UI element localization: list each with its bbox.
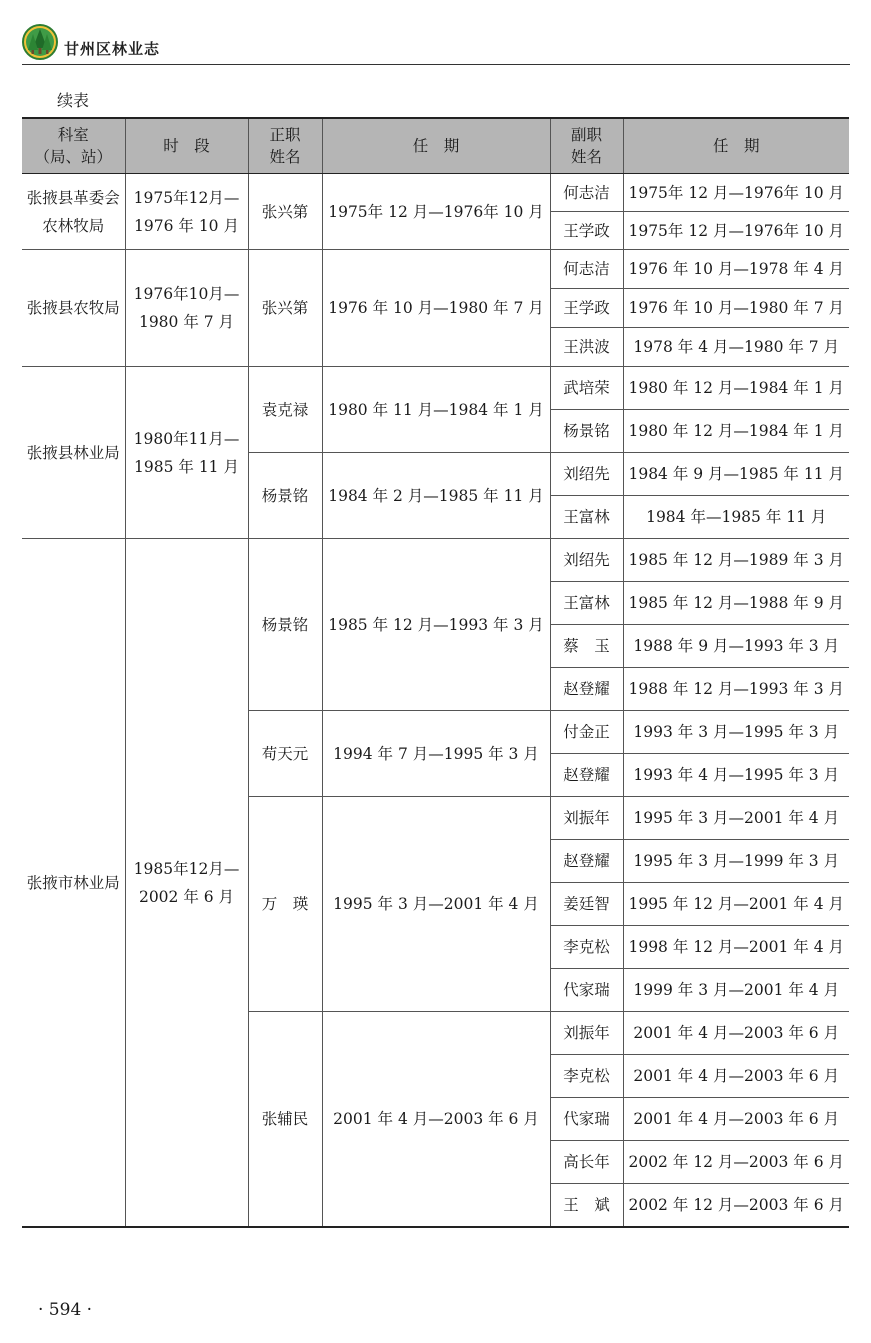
deputy-name-cell: 赵登耀	[550, 840, 623, 883]
deputy-name-cell: 代家瑞	[550, 969, 623, 1012]
book-title: 甘州区林业志	[64, 40, 161, 58]
deputy-name-cell: 王 斌	[550, 1184, 623, 1228]
deputy-term-cell: 1995 年 3 月—2001 年 4 月	[623, 797, 849, 840]
chief-term-cell: 1995 年 3 月—2001 年 4 月	[322, 797, 550, 1012]
deputy-term-cell: 1980 年 12 月—1984 年 1 月	[623, 410, 849, 453]
deputy-term-cell: 1988 年 9 月—1993 年 3 月	[623, 625, 849, 668]
header-office: 科室 （局、站）	[22, 118, 125, 174]
deputy-name-cell: 王学政	[550, 212, 623, 250]
deputy-name-cell: 杨景铭	[550, 410, 623, 453]
deputy-name-cell: 蔡 玉	[550, 625, 623, 668]
chief-name-cell: 袁克禄	[248, 367, 322, 453]
page-number: · 594 ·	[38, 1300, 93, 1320]
deputy-name-cell: 赵登耀	[550, 754, 623, 797]
deputy-name-cell: 李克松	[550, 926, 623, 969]
page-header	[22, 24, 850, 65]
deputy-name-cell: 高长年	[550, 1141, 623, 1184]
period-cell: 1976年10月—1980 年 7 月	[125, 250, 248, 367]
chief-name-cell: 张兴第	[248, 250, 322, 367]
deputy-term-cell: 1976 年 10 月—1980 年 7 月	[623, 289, 849, 328]
header-chief-name: 正职 姓名	[248, 118, 322, 174]
deputy-name-cell: 王学政	[550, 289, 623, 328]
deputy-term-cell: 1995 年 3 月—1999 年 3 月	[623, 840, 849, 883]
deputy-name-cell: 李克松	[550, 1055, 623, 1098]
office-cell: 张掖县革委会农林牧局	[22, 174, 125, 250]
period-cell: 1985年12月—2002 年 6 月	[125, 539, 248, 1228]
deputy-term-cell: 1993 年 4 月—1995 年 3 月	[623, 754, 849, 797]
chief-name-cell: 杨景铭	[248, 453, 322, 539]
deputy-name-cell: 代家瑞	[550, 1098, 623, 1141]
deputy-name-cell: 刘振年	[550, 1012, 623, 1055]
header-deputy-name: 副职 姓名	[550, 118, 623, 174]
deputy-name-cell: 赵登耀	[550, 668, 623, 711]
office-cell: 张掖市林业局	[22, 539, 125, 1228]
deputy-term-cell: 1998 年 12 月—2001 年 4 月	[623, 926, 849, 969]
deputy-term-cell: 1995 年 12 月—2001 年 4 月	[623, 883, 849, 926]
period-cell: 1975年12月—1976 年 10 月	[125, 174, 248, 250]
deputy-term-cell: 1978 年 4 月—1980 年 7 月	[623, 328, 849, 367]
leadership-table	[22, 117, 849, 1228]
header-deputy-term: 任 期	[623, 118, 849, 174]
deputy-name-cell: 刘绍先	[550, 453, 623, 496]
deputy-term-cell: 1975年 12 月—1976年 10 月	[623, 174, 849, 212]
table-row	[22, 250, 849, 289]
chief-name-cell: 张辅民	[248, 1012, 322, 1228]
deputy-name-cell: 何志洁	[550, 174, 623, 212]
deputy-term-cell: 1980 年 12 月—1984 年 1 月	[623, 367, 849, 410]
deputy-term-cell: 2002 年 12 月—2003 年 6 月	[623, 1141, 849, 1184]
deputy-name-cell: 姜廷智	[550, 883, 623, 926]
deputy-name-cell: 何志洁	[550, 250, 623, 289]
table-row	[22, 539, 849, 582]
header-chief-term: 任 期	[322, 118, 550, 174]
deputy-term-cell: 1999 年 3 月—2001 年 4 月	[623, 969, 849, 1012]
chief-name-cell: 杨景铭	[248, 539, 322, 711]
chief-term-cell: 2001 年 4 月—2003 年 6 月	[322, 1012, 550, 1228]
deputy-term-cell: 2002 年 12 月—2003 年 6 月	[623, 1184, 849, 1228]
deputy-name-cell: 武培荣	[550, 367, 623, 410]
office-cell: 张掖县林业局	[22, 367, 125, 539]
deputy-term-cell: 2001 年 4 月—2003 年 6 月	[623, 1055, 849, 1098]
table-row	[22, 174, 849, 212]
chief-term-cell: 1994 年 7 月—1995 年 3 月	[322, 711, 550, 797]
deputy-term-cell: 1988 年 12 月—1993 年 3 月	[623, 668, 849, 711]
deputy-name-cell: 王富林	[550, 496, 623, 539]
office-cell: 张掖县农牧局	[22, 250, 125, 367]
header-period: 时 段	[125, 118, 248, 174]
chief-name-cell: 万 瑛	[248, 797, 322, 1012]
chief-name-cell: 张兴第	[248, 174, 322, 250]
table-header-row	[22, 118, 849, 174]
deputy-term-cell: 1984 年—1985 年 11 月	[623, 496, 849, 539]
table-body	[22, 174, 849, 1228]
deputy-name-cell: 刘绍先	[550, 539, 623, 582]
continuation-label: 续表	[57, 91, 90, 110]
deputy-name-cell: 王富林	[550, 582, 623, 625]
chief-term-cell: 1984 年 2 月—1985 年 11 月	[322, 453, 550, 539]
forestry-logo-icon	[22, 24, 58, 60]
chief-name-cell: 苟天元	[248, 711, 322, 797]
table-row	[22, 367, 849, 410]
chief-term-cell: 1985 年 12 月—1993 年 3 月	[322, 539, 550, 711]
deputy-term-cell: 1976 年 10 月—1978 年 4 月	[623, 250, 849, 289]
deputy-term-cell: 2001 年 4 月—2003 年 6 月	[623, 1098, 849, 1141]
chief-term-cell: 1976 年 10 月—1980 年 7 月	[322, 250, 550, 367]
deputy-term-cell: 1985 年 12 月—1988 年 9 月	[623, 582, 849, 625]
deputy-name-cell: 付金正	[550, 711, 623, 754]
deputy-term-cell: 1985 年 12 月—1989 年 3 月	[623, 539, 849, 582]
deputy-name-cell: 刘振年	[550, 797, 623, 840]
deputy-name-cell: 王洪波	[550, 328, 623, 367]
deputy-term-cell: 1975年 12 月—1976年 10 月	[623, 212, 849, 250]
chief-term-cell: 1975年 12 月—1976年 10 月	[322, 174, 550, 250]
deputy-term-cell: 1984 年 9 月—1985 年 11 月	[623, 453, 849, 496]
deputy-term-cell: 2001 年 4 月—2003 年 6 月	[623, 1012, 849, 1055]
deputy-term-cell: 1993 年 3 月—1995 年 3 月	[623, 711, 849, 754]
chief-term-cell: 1980 年 11 月—1984 年 1 月	[322, 367, 550, 453]
period-cell: 1980年11月—1985 年 11 月	[125, 367, 248, 539]
